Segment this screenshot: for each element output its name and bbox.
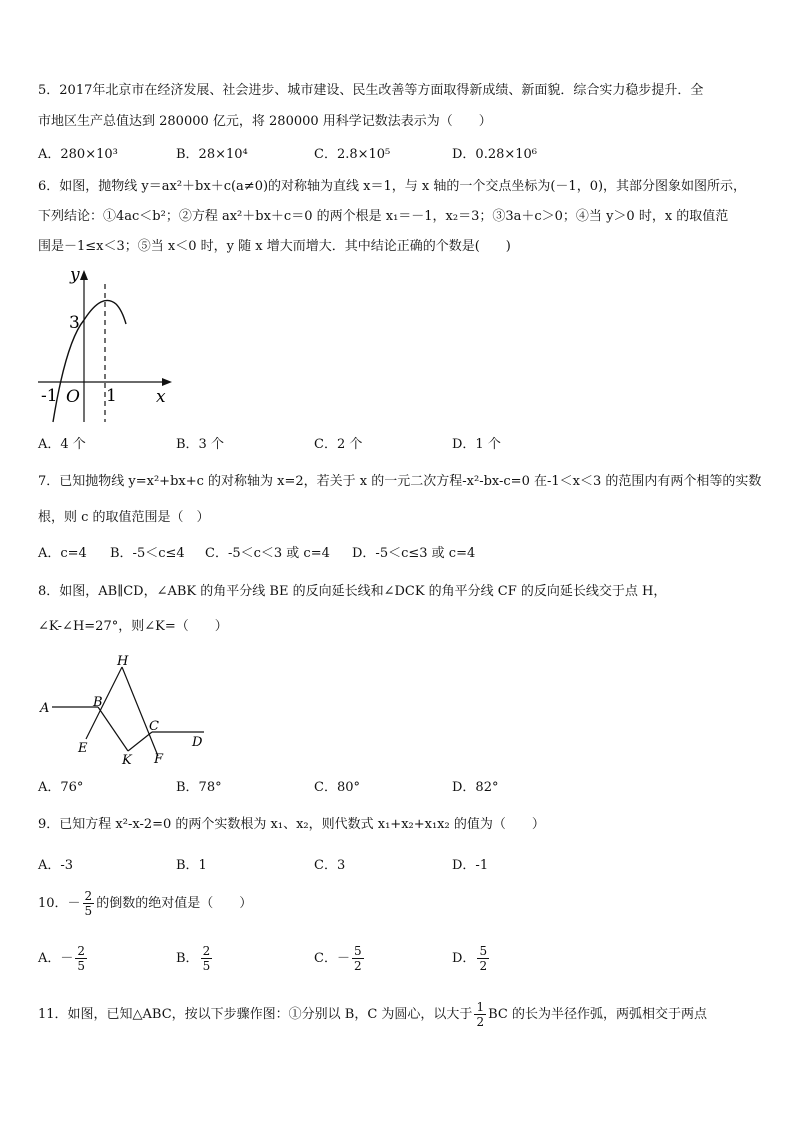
q10-option-d-den: 2 (479, 959, 488, 973)
q5-line1: 5．2017年北京市在经济发展、社会进步、城市建设、民生改善等方面取得新成绩、新面貌．综合实力稳步提升．全 (38, 83, 704, 98)
q8-line2: ∠K-∠H=27°，则∠K=（ ） (38, 619, 228, 634)
q8-label-c: C (149, 719, 159, 734)
q10-fraction (83, 889, 95, 918)
q6-line2: 下列结论：①4ac＜b²；②方程 ax²＋bx＋c＝0 的两个根是 x₁＝－1，x₂＝3；③3a＋c＞0；④当 y＞0 时，x 的取值范 (38, 209, 729, 224)
q8-label-f: F (154, 752, 164, 767)
q10-option-d (452, 944, 491, 973)
q10-fraction-num: 2 (84, 889, 93, 903)
q6-line3: 围是－1≤x＜3；⑤当 x＜0 时，y 随 x 增大而增大．其中结论正确的个数是( ) (38, 239, 511, 254)
q8-label-d: D (192, 735, 203, 750)
q9-line1: 9．已知方程 x²-x-2=0 的两个实数根为 x₁、x₂，则代数式 x₁+x₂+x₁x₂ 的值为（ ） (38, 817, 545, 832)
q6-option-a: A．4 个 (38, 437, 86, 452)
q10-option-b-den: 5 (202, 959, 211, 973)
q9-option-b: B．1 (176, 858, 207, 873)
q10-suffix: 的倒数的绝对值是（ ） (96, 896, 253, 911)
q7-option-a: A．c=4 (38, 546, 87, 561)
q7-line2: 根，则 c 的取值范围是（ ） (38, 510, 210, 525)
q10-option-a-den: 5 (77, 959, 86, 973)
q6-label-1: 1 (106, 386, 117, 406)
q10-option-a (38, 944, 89, 973)
q6-line1: 6．如图，抛物线 y＝ax²＋bx＋c(a≠0)的对称轴为直线 x＝1，与 x 轴的一个交点坐标为(－1，0)，其部分图象如图所示， (38, 179, 747, 194)
q5-option-a: A．280×10³ (38, 147, 118, 162)
q11-prefix: 11．如图，已知△ABC，按以下步骤作图：①分别以 B，C 为圆心，以大于 (38, 1007, 473, 1022)
q10-option-d-num: 5 (479, 944, 488, 958)
q10-option-b-num: 2 (202, 944, 211, 958)
q7-option-d: D．-5＜c≤3 或 c=4 (352, 546, 476, 561)
q8-option-c: C．80° (314, 780, 360, 795)
q10-option-c-fraction (352, 944, 364, 973)
q7-line1: 7．已知抛物线 y=x²+bx+c 的对称轴为 x=2，若关于 x 的一元二次方程-x²-bx-c=0 在-1＜x＜3 的范围内有两个相等的实数 (38, 474, 762, 489)
q8-label-b: B (93, 695, 103, 710)
q6-label-3: 3 (69, 313, 80, 333)
q6-option-c: C．2 个 (314, 437, 363, 452)
q10-option-d-fraction (477, 944, 489, 973)
q6-parabola-figure (36, 262, 176, 427)
q10-option-a-num: 2 (77, 944, 86, 958)
q6-y-axis-arrow (80, 270, 88, 280)
q6-label-origin: O (66, 387, 80, 407)
q10-prefix: 10．－ (38, 896, 81, 911)
q10-option-a-fraction (75, 944, 87, 973)
q6-label-minus1: -1 (41, 386, 58, 406)
q10-stem (38, 889, 252, 918)
q11-stem (38, 1000, 707, 1029)
q8-option-a: A．76° (38, 780, 84, 795)
q10-option-c (314, 944, 366, 973)
q6-option-b: B．3 个 (176, 437, 224, 452)
q8-label-a: A (40, 701, 50, 716)
q8-option-d: D．82° (452, 780, 499, 795)
q5-option-b: B．28×10⁴ (176, 147, 248, 162)
q8-line1: 8．如图，AB∥CD，∠ABK 的角平分线 BE 的反向延长线和∠DCK 的角平分线 CF 的反向延长线交于点 H， (38, 584, 667, 599)
q8-option-b: B．78° (176, 780, 222, 795)
q6-label-x: x (156, 387, 166, 407)
q10-option-c-num: 5 (353, 944, 362, 958)
q11-fraction (474, 1000, 486, 1029)
q10-option-b-label: B． (176, 951, 199, 966)
q8-label-e: E (78, 741, 88, 756)
q8-segment-bk (98, 707, 128, 751)
q7-option-c: C．-5＜c＜3 或 c=4 (205, 546, 330, 561)
q10-option-a-label: A．－ (38, 951, 74, 966)
q6-option-d: D．1 个 (452, 437, 501, 452)
q7-option-b: B．-5＜c≤4 (110, 546, 185, 561)
q9-option-d: D．-1 (452, 858, 489, 873)
q10-fraction-den: 5 (84, 904, 93, 918)
q11-suffix: BC 的长为半径作弧，两弧相交于两点 (488, 1007, 707, 1022)
q8-label-k: K (122, 753, 132, 768)
q10-option-d-label: D． (452, 951, 476, 966)
q6-label-y: y (70, 265, 80, 285)
q10-option-c-den: 2 (353, 959, 362, 973)
q6-x-axis-arrow (162, 378, 172, 386)
q10-option-b (176, 944, 214, 973)
q8-angle-figure (36, 650, 216, 770)
q11-fraction-den: 2 (476, 1015, 485, 1029)
q9-option-c: C．3 (314, 858, 346, 873)
q9-option-a: A．-3 (38, 858, 74, 873)
q5-option-d: D．0.28×10⁶ (452, 147, 538, 162)
q8-segment-eh (86, 667, 122, 739)
q8-segment-hf (122, 667, 158, 756)
q5-line2: 市地区生产总值达到 280000 亿元，将 280000 用科学记数法表示为（ ） (38, 114, 492, 129)
q10-option-c-label: C．－ (314, 951, 350, 966)
q10-option-b-fraction (201, 944, 213, 973)
q11-fraction-num: 1 (476, 1000, 485, 1014)
q8-segment-kc (128, 732, 152, 751)
q5-option-c: C．2.8×10⁵ (314, 147, 391, 162)
q8-label-h: H (117, 654, 129, 669)
